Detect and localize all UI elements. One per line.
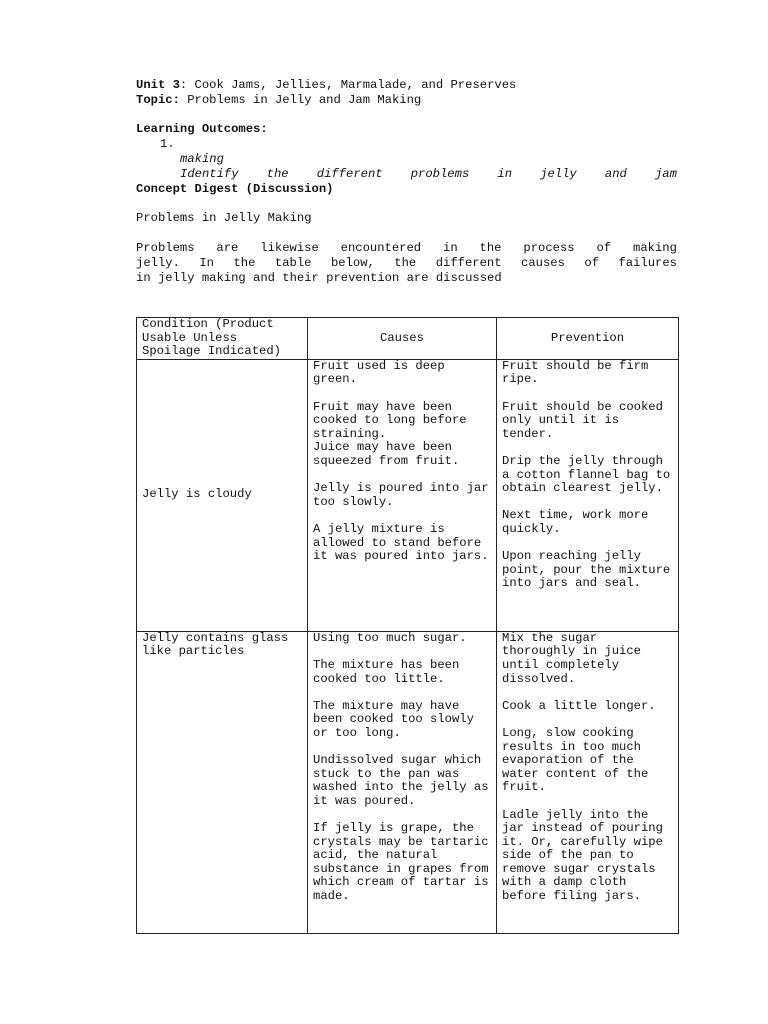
prevention-text: Fruit should be firm ripe. [502,358,649,387]
intro-word: of [584,256,600,270]
prevention-cell [497,359,679,631]
intro-word: the [233,256,256,270]
cause-text: If jelly is grape, the crystals may be tartaric acid, the natural substance in grapes from which cream of tartar is made. [313,821,489,904]
intro-word: failures [618,256,677,270]
concept-digest-heading: Concept Digest (Discussion) [136,182,334,196]
intro-word: below, [330,256,375,270]
intro-word: likewise [260,241,319,255]
table-header-row [137,318,679,360]
unit-label: Unit 3 [136,78,180,92]
cause-text: Fruit may have been cooked to long before straining. Juice may have been squeezed from fruit. [313,399,467,468]
intro-word: process [523,241,575,255]
outcome-word: problems [410,167,470,181]
prevention-text: Fruit should be cooked only until it is tender. [502,399,663,441]
intro-line-1-words [136,241,677,256]
outcome-line-1-words [180,167,677,182]
topic-label: Topic: [136,93,180,107]
intro-word: making [633,241,677,255]
intro-word: table [274,256,312,270]
topic-line [136,93,421,108]
learning-outcomes-heading: Learning Outcomes: [136,122,268,136]
header-condition [137,318,308,360]
outcome-word: jelly [540,167,577,181]
cause-text: Using too much sugar. [313,630,467,645]
intro-word: causes [521,256,565,270]
prevention-text: Upon reaching jelly point, pour the mixture into jars and seal. [502,549,671,591]
intro-word: Problems [136,241,195,255]
outcome-line-2: making [180,152,224,166]
header-condition-line: Condition (Product [142,317,274,331]
outcome-word: in [497,167,513,181]
intro-line-2 [136,256,677,271]
topic-text: Problems in Jelly and Jam Making [179,93,422,107]
header-causes: Causes [308,318,497,360]
outcome-word: Identify [180,167,239,181]
causes-cell [308,631,497,933]
prevention-text: Cook a little longer. [502,698,656,713]
jelly-problems-table [136,317,679,934]
outcome-word: and [604,167,627,181]
header-prevention: Prevention [497,318,679,360]
intro-word: are [216,241,239,255]
intro-word: jelly. [136,256,180,270]
intro-word: the [479,241,502,255]
cause-text: Jelly is poured into jar too slowly. [313,481,489,509]
cause-text: The mixture has been cooked too little. [313,657,460,686]
table-row [137,631,679,933]
condition-cell: Jelly contains glass like particles [137,631,308,933]
header-condition-line: Spoilage Indicated) [142,344,281,359]
table-body [137,359,679,933]
condition-cell: Jelly is cloudy [137,359,308,631]
outcome-word: jam [654,167,677,181]
outcome-line-1 [180,137,677,212]
prevention-text: Ladle jelly into the jar instead of pouring it. Or, carefully wipe side of the pan to remove sugar crystals with a damp cloth before filing jars. [502,807,663,904]
prevention-text: Long, slow cooking results in too much evaporation of the water content of the fruit. [502,725,649,795]
intro-line-3: in jelly making and their prevention are discussed [136,271,502,285]
intro-line-2-words [136,256,677,271]
cause-text: The mixture may have been cooked too slowly or too long. [313,698,474,740]
unit-title-line [136,78,516,93]
subheading-jelly-problems: Problems in Jelly Making [136,211,312,225]
intro-word: in [443,241,458,255]
prevention-text: Drip the jelly through a cotton flannel bag to obtain clearest jelly. [502,453,671,496]
table-row [137,359,679,631]
intro-word: the [394,256,417,270]
intro-word: different [435,256,502,270]
intro-word: encountered [340,241,422,255]
cause-text: Fruit used is deep green. [313,358,445,387]
header-condition-line: Usable Unless [142,330,238,345]
cause-text: A jelly mixture is allowed to stand before it was poured into jars. [313,521,489,564]
cause-text: Undissolved sugar which stuck to the pan was washed into the jelly as it was poured. [313,753,489,808]
prevention-text: Next time, work more quickly. [502,508,649,536]
intro-line-1 [136,241,677,256]
intro-word: In [199,256,214,270]
unit-text: : Cook Jams, Jellies, Marmalade, and Preserves [179,78,517,92]
intro-word: of [596,241,612,255]
causes-cell [308,359,497,631]
outcome-number: 1. [160,137,175,151]
prevention-cell [497,631,679,933]
outcome-word: the [266,167,289,181]
prevention-text: Mix the sugar thoroughly in juice until completely dissolved. [502,630,641,686]
outcome-word: different [316,167,383,181]
